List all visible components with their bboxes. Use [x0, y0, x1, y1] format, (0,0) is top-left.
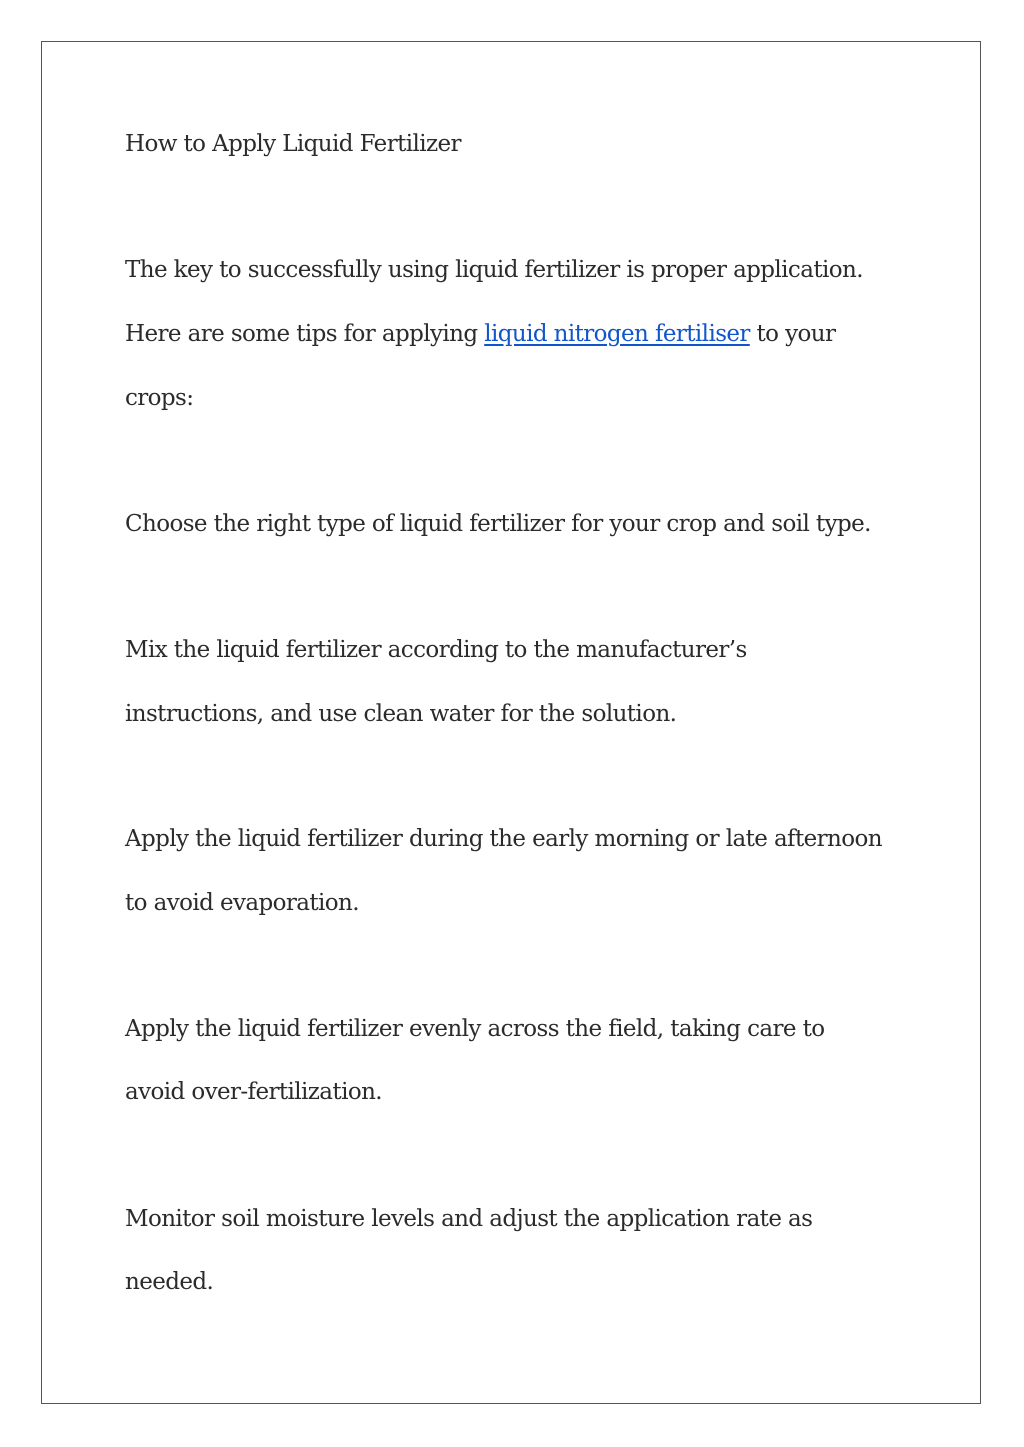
intro-line-3: crops:	[125, 385, 194, 411]
tip-4-line-1: Apply the liquid fertilizer evenly across the field, taking care to	[125, 1016, 825, 1042]
document-page	[41, 41, 981, 1404]
tip-5-line-1: Monitor soil moisture levels and adjust the application rate as	[125, 1206, 813, 1232]
intro-line-2-after: to your	[749, 321, 836, 347]
tip-3-line-2: to avoid evaporation.	[125, 890, 359, 916]
tip-3-line-1: Apply the liquid fertilizer during the early morning or late afternoon	[125, 826, 882, 852]
intro-line-1: The key to successfully using liquid fertilizer is proper application.	[125, 257, 863, 283]
document-title: How to Apply Liquid Fertilizer	[125, 131, 461, 157]
tip-2-line-2: instructions, and use clean water for the solution.	[125, 701, 677, 727]
tip-1-line-1: Choose the right type of liquid fertilizer for your crop and soil type.	[125, 511, 871, 537]
tip-5-line-2: needed.	[125, 1269, 214, 1295]
intro-line-2	[125, 323, 835, 346]
tip-2-line-1: Mix the liquid fertilizer according to the manufacturer’s	[125, 637, 747, 663]
liquid-nitrogen-fertiliser-link[interactable]: liquid nitrogen fertiliser	[484, 321, 750, 347]
intro-line-2-before: Here are some tips for applying	[125, 321, 485, 347]
tip-4-line-2: avoid over-fertilization.	[125, 1079, 382, 1105]
